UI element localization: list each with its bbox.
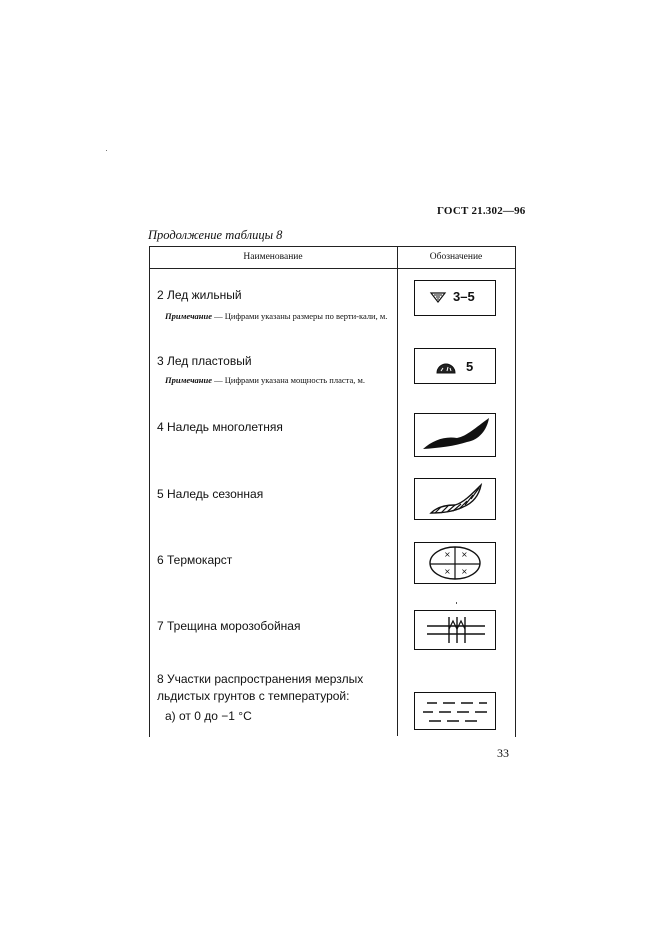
symbol-sheet-ice: [414, 348, 496, 384]
standard-code: ГОСТ 21.302—96: [437, 205, 526, 217]
header-divider: [149, 268, 515, 269]
note-label: Примечание: [165, 311, 213, 321]
row-label-perennial-icing: 4 Наледь многолетняя: [157, 420, 283, 434]
row-label-frozen-soils: 8 Участки распространения мерзлых льдистых грунтов с температурой:: [157, 672, 364, 703]
seasonal-icing-icon: [415, 479, 495, 519]
note-text: — Цифрами указаны размеры по верти-кали, м.: [212, 311, 388, 321]
thermokarst-icon: [415, 543, 495, 583]
dashed-lines-icon: [415, 693, 495, 729]
column-header-symbol: Обозначение: [429, 252, 483, 262]
row-note-vein-ice: [165, 309, 390, 324]
scan-speck: [106, 150, 107, 151]
svg-text:×: ×: [461, 567, 468, 576]
row-note-sheet-ice: [165, 373, 390, 388]
row-label-thermokarst: 6 Термокарст: [157, 553, 233, 567]
sheet-ice-icon: [415, 349, 495, 383]
row-label-vein-ice: 2 Лед жильный: [157, 288, 242, 302]
symbol-perennial-icing: [414, 413, 496, 457]
column-header-name: Наименование: [243, 252, 303, 262]
symbol-value: 3–5: [453, 289, 475, 304]
note-text: — Цифрами указана мощность пласта, м.: [212, 375, 365, 385]
page-number: 33: [497, 746, 509, 760]
column-divider: [397, 246, 398, 736]
symbol-seasonal-icing: [414, 478, 496, 520]
perennial-icing-icon: [415, 414, 495, 456]
symbol-thermokarst: [414, 542, 496, 584]
row-label-frost-crack: 7 Трещина морозобойная: [157, 619, 301, 633]
svg-text:×: ×: [444, 550, 451, 559]
symbol-frozen-soils: [414, 692, 496, 730]
note-label: Примечание: [165, 375, 213, 385]
row-label-sheet-ice: 3 Лед пластовый: [157, 354, 252, 368]
symbol-value: 5: [466, 359, 474, 374]
table-caption: Продолжение таблицы 8: [148, 228, 283, 242]
scan-speck: [456, 602, 457, 604]
frost-crack-icon: [415, 611, 495, 649]
symbol-vein-ice: [414, 280, 496, 316]
row-label-seasonal-icing: 5 Наледь сезонная: [157, 487, 264, 501]
symbol-frost-crack: [414, 610, 496, 650]
svg-text:×: ×: [461, 550, 468, 559]
svg-text:×: ×: [444, 567, 451, 576]
row-sub-temp-range: а) от 0 до −1 °С: [165, 709, 252, 723]
